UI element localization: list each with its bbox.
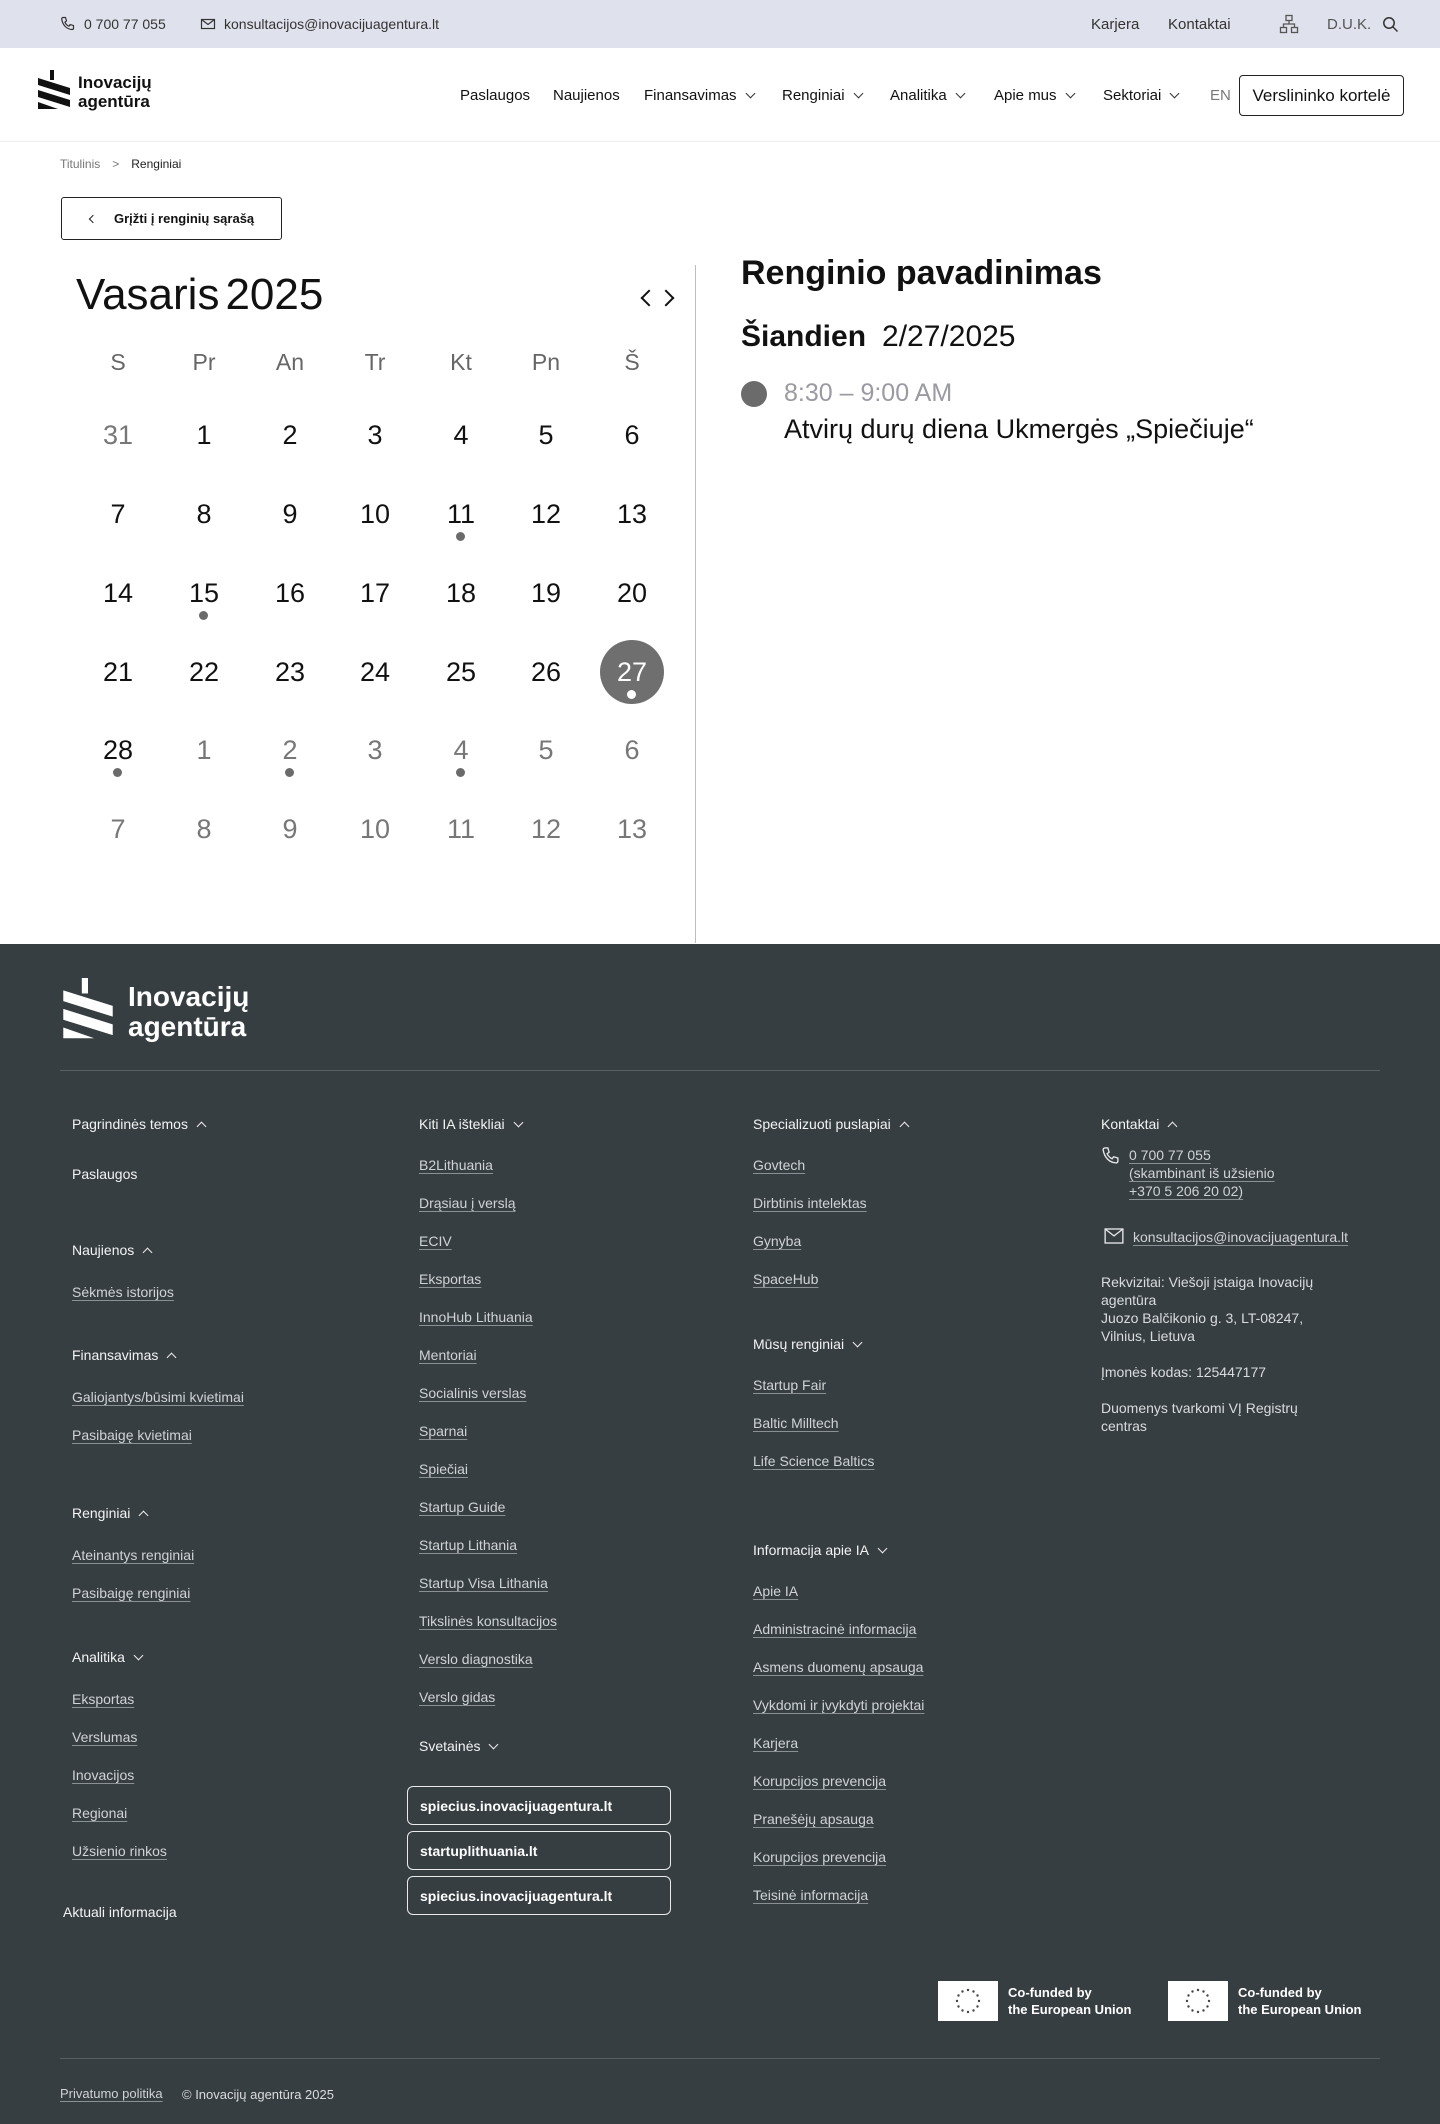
footer-link-kvietimai[interactable]: Galiojantys/būsimi kvietimai (72, 1389, 244, 1405)
footer-heading-pagrindines[interactable] (72, 1116, 205, 1132)
footer-info-link[interactable]: Korupcijos prevencija (753, 1773, 887, 1789)
footer-info-link[interactable]: Vykdomi ir įvykdyti projektai (753, 1697, 925, 1713)
event-indicator-icon (113, 768, 122, 777)
main-header (0, 48, 1440, 142)
chevron-down-icon (878, 1543, 888, 1553)
footer-heading-finansavimas[interactable] (72, 1347, 175, 1363)
nav-paslaugos[interactable]: Paslaugos (460, 86, 531, 104)
calendar-day-number: 5 (538, 420, 554, 450)
back-to-events-label: Grįžti į renginių sąrašą (114, 211, 255, 226)
calendar-day-number: 21 (102, 657, 134, 687)
next-month-icon[interactable] (658, 290, 675, 307)
footer-rekv-line2: agentūra (1101, 1292, 1157, 1308)
calendar-day[interactable] (514, 718, 578, 782)
calendar-day[interactable] (600, 718, 664, 782)
footer-phone-line1[interactable]: 0 700 77 055 (1129, 1147, 1211, 1163)
calendar-day[interactable] (86, 403, 150, 467)
footer-resource-link[interactable]: Eksportas (419, 1271, 482, 1287)
phone-icon (1101, 1146, 1121, 1166)
logo-line1: Inovacijų (78, 73, 152, 92)
footer-resource-link[interactable]: Sparnai (419, 1423, 468, 1439)
chevron-down-icon (513, 1117, 523, 1127)
calendar-day-number: 3 (367, 735, 383, 765)
event-today-label: Šiandien (741, 320, 867, 353)
event-indicator-icon (456, 532, 465, 541)
footer-info-link[interactable]: Teisinė informacija (753, 1887, 869, 1903)
footer-heading-musu-label: Mūsų renginiai (753, 1336, 845, 1352)
event-marker-icon (741, 381, 767, 407)
calendar-day[interactable] (429, 797, 493, 861)
footer-link-ateinantys[interactable]: Ateinantys renginiai (72, 1547, 195, 1563)
footer-divider (60, 1070, 1380, 1071)
topbar-link-karjera[interactable]: Karjera (1091, 15, 1140, 33)
event-time: 8:30 – 9:00 AM (784, 379, 953, 407)
topbar-email: konsultacijos@inovacijuagentura.lt (224, 16, 439, 32)
eu-line1: Co-funded by (1008, 1985, 1092, 2000)
calendar-day-number: 9 (282, 814, 298, 844)
footer-heading-svetaines[interactable] (419, 1738, 497, 1754)
calendar-day[interactable] (86, 561, 150, 625)
mail-icon (1104, 1228, 1124, 1244)
calendar-day-number: 8 (196, 499, 212, 529)
footer-info-link[interactable]: Korupcijos prevencija (753, 1849, 887, 1865)
footer-resource-link[interactable]: Verslo diagnostika (419, 1651, 533, 1667)
calendar-day[interactable] (600, 482, 664, 546)
calendar-divider (695, 265, 696, 943)
calendar-day-number: 11 (446, 499, 476, 529)
footer-link-aktuali[interactable]: Aktuali informacija (63, 1904, 177, 1920)
footer-heading-spec-label: Specializuoti puslapiai (753, 1116, 891, 1132)
breadcrumb-separator: > (112, 157, 120, 171)
footer-heading-naujienos-label: Naujienos (72, 1242, 135, 1258)
footer-resource-link[interactable]: Startup Guide (419, 1499, 506, 1515)
footer-heading-kontaktai[interactable] (1101, 1116, 1176, 1132)
nav-apie-mus-label: Apie mus (994, 86, 1057, 104)
footer-heading-svetaines-label: Svetainės (419, 1738, 481, 1754)
footer (0, 944, 1440, 2124)
calendar-day-number: 8 (196, 814, 212, 844)
calendar-day-number: 5 (538, 735, 554, 765)
mail-icon (200, 16, 216, 32)
weekday-label: Kt (450, 349, 472, 375)
logo[interactable] (36, 70, 152, 114)
breadcrumb (60, 157, 181, 171)
footer-spec-link[interactable]: Gynyba (753, 1233, 802, 1249)
weekday-label: S (110, 349, 126, 375)
calendar-day-number: 6 (624, 420, 640, 450)
event-indicator-icon (285, 768, 294, 777)
calendar-day[interactable] (258, 561, 322, 625)
calendar-day-number: 23 (274, 657, 306, 687)
breadcrumb-home[interactable]: Titulinis (60, 157, 101, 171)
calendar-day[interactable] (600, 797, 664, 861)
eu-line2: the European Union (1008, 2002, 1132, 2017)
footer-link-regionai[interactable]: Regionai (72, 1805, 128, 1821)
event-indicator-icon (199, 611, 208, 620)
calendar-day[interactable] (86, 482, 150, 546)
eu-badge (938, 1980, 1132, 2022)
calendar-day-number: 2 (282, 735, 298, 765)
footer-heading-info[interactable] (753, 1542, 886, 1558)
calendar-day[interactable] (429, 718, 493, 782)
calendar-day-number: 9 (282, 499, 298, 529)
calendar-day[interactable] (172, 561, 236, 625)
footer-resource-link[interactable]: Verslo gidas (419, 1689, 496, 1705)
footer-logo-line1: Inovacijų (128, 981, 250, 1012)
footer-info-link[interactable]: Karjera (753, 1735, 799, 1751)
footer-heading-kontaktai-label: Kontaktai (1101, 1116, 1160, 1132)
footer-rekvizitai (1101, 1273, 1313, 1345)
footer-info-link[interactable]: Pranešėjų apsauga (753, 1811, 874, 1827)
calendar-day-number: 12 (530, 499, 562, 529)
eu-line1: Co-funded by (1238, 1985, 1322, 2000)
calendar-day[interactable] (258, 482, 322, 546)
footer-info-link[interactable]: Apie IA (753, 1583, 799, 1599)
footer-heading-info-label: Informacija apie IA (753, 1542, 869, 1558)
calendar-day[interactable] (600, 561, 664, 625)
footer-heading-renginiai[interactable] (72, 1505, 147, 1521)
privacy-policy-link[interactable]: Privatumo politika (60, 2086, 163, 2101)
calendar-day-number: 10 (359, 499, 391, 529)
top-bar (0, 0, 1440, 48)
eu-flag-icon (938, 1981, 998, 2021)
calendar-day[interactable] (514, 482, 578, 546)
calendar-day-number: 10 (359, 814, 391, 844)
footer-link-eksportas[interactable]: Eksportas (72, 1691, 135, 1707)
calendar-day[interactable] (429, 403, 493, 467)
footer-link-pasibaige-renginiai[interactable]: Pasibaigę renginiai (72, 1585, 191, 1601)
footer-resource-link[interactable]: ECIV (419, 1233, 452, 1249)
event-today (741, 320, 1016, 354)
calendar-day-number: 11 (446, 814, 476, 844)
footer-event-link[interactable]: Startup Fair (753, 1377, 827, 1393)
chevron-down-icon (133, 1650, 143, 1660)
footer-heading-analitika[interactable] (72, 1649, 142, 1665)
footer-spec-link[interactable]: Govtech (753, 1157, 806, 1173)
footer-resource-link[interactable]: Spiečiai (419, 1461, 469, 1477)
footer-resource-link[interactable]: InnoHub Lithuania (419, 1309, 533, 1325)
footer-logo[interactable] (60, 978, 249, 1046)
logo-text (78, 73, 152, 111)
footer-heading-kiti[interactable] (419, 1116, 522, 1132)
logo-mark-icon (36, 70, 72, 114)
footer-phone-line3[interactable]: +370 5 206 20 02) (1129, 1183, 1244, 1199)
calendar-day[interactable] (258, 718, 322, 782)
nav-sektoriai[interactable] (1103, 48, 1178, 142)
footer-spec-link[interactable]: SpaceHub (753, 1271, 819, 1287)
search-icon (1382, 16, 1399, 33)
nav-renginiai[interactable] (782, 48, 862, 142)
eu-badge (1168, 1980, 1362, 2022)
calendar-day[interactable] (172, 482, 236, 546)
footer-resource-link[interactable]: Startup Lithania (419, 1537, 518, 1553)
calendar-day-number: 26 (530, 657, 562, 687)
sitemap-icon (1279, 14, 1299, 34)
footer-heading-pagrindines-label: Pagrindinės temos (72, 1116, 188, 1132)
weekday-label: An (275, 349, 305, 375)
calendar-title (76, 270, 323, 320)
footer-resource-link[interactable]: B2Lithuania (419, 1157, 493, 1173)
nav-renginiai-label: Renginiai (782, 86, 845, 104)
calendar-day-number: 6 (624, 735, 640, 765)
chevron-up-icon (143, 1248, 153, 1258)
logo-mark-icon (60, 978, 116, 1046)
calendar-day-selected[interactable] (600, 640, 664, 704)
prev-month-icon[interactable] (641, 290, 658, 307)
footer-rekv-line1: Rekvizitai: Viešoji įstaiga Inovacijų (1101, 1274, 1314, 1290)
calendar-day-number: 19 (530, 578, 562, 608)
chevron-left-icon (89, 214, 97, 222)
phone-icon (60, 16, 76, 32)
eu-flag-icon (1168, 1981, 1228, 2021)
footer-logo-text (128, 982, 249, 1042)
footer-resource-link[interactable]: Mentoriai (419, 1347, 477, 1363)
footer-link-inovacijos[interactable]: Inovacijos (72, 1767, 135, 1783)
calendar-day-number: 13 (616, 499, 648, 529)
weekday-label: Š (624, 349, 640, 375)
footer-email[interactable]: konsultacijos@inovacijuagentura.lt (1133, 1229, 1348, 1245)
footer-rekv-line3: Juozo Balčikonio g. 3, LT-08247, (1101, 1310, 1304, 1326)
calendar-day[interactable] (172, 718, 236, 782)
calendar-day-number: 4 (453, 420, 469, 450)
footer-site-button[interactable]: spiecius.inovacijuagentura.lt (407, 1876, 671, 1915)
calendar-day[interactable] (172, 640, 236, 704)
calendar-day[interactable] (514, 403, 578, 467)
calendar-day[interactable] (343, 561, 407, 625)
calendar-day-number: 1 (196, 420, 212, 450)
chevron-down-icon (1065, 88, 1075, 98)
nav-naujienos[interactable]: Naujienos (553, 86, 620, 104)
nav-finansavimas-label: Finansavimas (644, 86, 737, 104)
calendar-day[interactable] (258, 640, 322, 704)
back-to-events-button[interactable] (61, 197, 282, 240)
footer-link-sekmes[interactable]: Sėkmės istorijos (72, 1284, 174, 1300)
event-indicator-icon (627, 690, 636, 699)
calendar-day-number: 18 (445, 578, 477, 608)
calendar-day[interactable] (343, 640, 407, 704)
footer-rekv-line4: Vilnius, Lietuva (1101, 1328, 1195, 1344)
footer-heading-analitika-label: Analitika (72, 1649, 125, 1665)
chevron-up-icon (197, 1122, 207, 1132)
verslininko-kortele-button[interactable]: Verslininko kortelė (1239, 75, 1404, 116)
calendar-day-number: 25 (445, 657, 477, 687)
calendar-day-number: 17 (359, 578, 391, 608)
faq-link[interactable]: D.U.K. (1327, 15, 1372, 33)
footer-heading-renginiai-label: Renginiai (72, 1505, 131, 1521)
footer-heading-spec[interactable] (753, 1116, 908, 1132)
chevron-up-icon (139, 1511, 149, 1521)
nav-finansavimas[interactable] (644, 48, 754, 142)
footer-resource-link[interactable]: Tikslinės konsultacijos (419, 1613, 557, 1629)
calendar-day[interactable] (429, 482, 493, 546)
footer-company-code: Įmonės kodas: 125447177 (1101, 1364, 1267, 1380)
calendar-year: 2025 (225, 270, 324, 319)
calendar-day-number: 27 (616, 657, 648, 687)
topbar-email-link[interactable] (200, 0, 439, 48)
sitemap-button[interactable] (1279, 0, 1299, 48)
calendar-day-number: 24 (359, 657, 391, 687)
calendar-day[interactable] (600, 403, 664, 467)
footer-info-link[interactable]: Administracinė informacija (753, 1621, 917, 1637)
topbar-link-kontaktai[interactable]: Kontaktai (1168, 15, 1231, 33)
event-name[interactable]: Atvirų durų diena Ukmergės „Spiečiuje“ (784, 414, 1254, 444)
chevron-down-icon (1170, 88, 1180, 98)
eu-badge-text (1008, 1984, 1132, 2018)
footer-heading-kiti-label: Kiti IA ištekliai (419, 1116, 505, 1132)
footer-heading-finansavimas-label: Finansavimas (72, 1347, 159, 1363)
footer-site-button[interactable]: startuplithuania.lt (407, 1831, 671, 1870)
calendar-day[interactable] (343, 797, 407, 861)
calendar-day[interactable] (514, 640, 578, 704)
footer-heading-naujienos[interactable] (72, 1242, 151, 1258)
topbar-phone-link[interactable] (60, 0, 166, 48)
footer-spec-link[interactable]: Dirbtinis intelektas (753, 1195, 867, 1211)
chevron-down-icon (955, 88, 965, 98)
calendar-day-number: 16 (274, 578, 306, 608)
calendar-day-number: 3 (367, 420, 383, 450)
weekday-label: Pr (192, 349, 216, 375)
logo-line2: agentūra (78, 92, 150, 111)
chevron-down-icon (489, 1739, 499, 1749)
footer-data-line2: centras (1101, 1418, 1147, 1434)
footer-logo-line2: agentūra (128, 1011, 247, 1042)
topbar-phone: 0 700 77 055 (84, 16, 166, 32)
footer-link-verslumas[interactable]: Verslumas (72, 1729, 138, 1745)
calendar-day[interactable] (429, 561, 493, 625)
nav-analitika-label: Analitika (890, 86, 947, 104)
nav-apie-mus[interactable] (994, 48, 1074, 142)
footer-resource-link[interactable]: Socialinis verslas (419, 1385, 527, 1401)
footer-info-link[interactable]: Asmens duomenų apsauga (753, 1659, 924, 1675)
chevron-down-icon (745, 88, 755, 98)
calendar-day-number: 12 (530, 814, 562, 844)
weekday-label: Pn (531, 349, 561, 375)
chevron-up-icon (167, 1353, 177, 1363)
calendar-day-number: 1 (196, 735, 212, 765)
calendar-day[interactable] (343, 403, 407, 467)
footer-event-link[interactable]: Baltic Milltech (753, 1415, 839, 1431)
calendar-day[interactable] (514, 561, 578, 625)
calendar-day[interactable] (86, 640, 150, 704)
nav-sektoriai-label: Sektoriai (1103, 86, 1162, 104)
footer-bottom-divider (60, 2058, 1380, 2059)
calendar-day[interactable] (343, 482, 407, 546)
footer-link-uzsienio[interactable]: Užsienio rinkos (72, 1843, 167, 1859)
calendar-day-number: 7 (110, 499, 126, 529)
chevron-down-icon (853, 1337, 863, 1347)
calendar-day-number: 28 (102, 735, 134, 765)
chevron-down-icon (853, 88, 863, 98)
calendar-day[interactable] (86, 797, 150, 861)
calendar-day[interactable] (172, 797, 236, 861)
footer-data-processing (1101, 1399, 1298, 1435)
event-heading: Renginio pavadinimas (741, 254, 1102, 292)
footer-event-link[interactable]: Life Science Baltics (753, 1453, 875, 1469)
calendar-day[interactable] (86, 718, 150, 782)
weekday-label: Tr (364, 349, 386, 375)
calendar-day-number: 15 (188, 578, 220, 608)
calendar-day-number: 2 (282, 420, 298, 450)
language-switch[interactable]: EN (1210, 86, 1231, 104)
chevron-up-icon (1168, 1122, 1178, 1132)
eu-line2: the European Union (1238, 2002, 1362, 2017)
breadcrumb-current: Renginiai (131, 157, 182, 171)
footer-site-button[interactable]: spiecius.inovacijuagentura.lt (407, 1786, 671, 1825)
chevron-up-icon (899, 1122, 909, 1132)
footer-resource-link[interactable]: Startup Visa Lithania (419, 1575, 548, 1591)
copyright: © Inovacijų agentūra 2025 (182, 2087, 334, 2102)
calendar-day[interactable] (343, 718, 407, 782)
event-indicator-icon (456, 768, 465, 777)
event-date: 2/27/2025 (882, 320, 1016, 353)
calendar-day-number: 31 (102, 420, 134, 450)
calendar-day[interactable] (429, 640, 493, 704)
footer-link-paslaugos[interactable]: Paslaugos (72, 1166, 138, 1182)
calendar-day[interactable] (258, 797, 322, 861)
calendar-day-number: 7 (110, 814, 126, 844)
nav-analitika[interactable] (890, 48, 964, 142)
footer-data-line1: Duomenys tvarkomi VĮ Registrų (1101, 1400, 1298, 1416)
calendar-day-number: 20 (616, 578, 648, 608)
calendar-day-number: 4 (453, 735, 469, 765)
search-button[interactable] (1382, 0, 1399, 48)
calendar-day[interactable] (258, 403, 322, 467)
calendar-day-number: 22 (188, 657, 220, 687)
calendar-day[interactable] (514, 797, 578, 861)
footer-heading-musu[interactable] (753, 1336, 861, 1352)
footer-resource-link[interactable]: Drąsiau į verslą (419, 1195, 516, 1211)
calendar-day[interactable] (172, 403, 236, 467)
calendar-day-number: 14 (102, 578, 134, 608)
footer-phone-line2[interactable]: (skambinant iš užsienio (1129, 1165, 1275, 1181)
calendar-day-number: 13 (616, 814, 648, 844)
calendar-month: Vasaris (76, 270, 220, 319)
eu-badge-text (1238, 1984, 1362, 2018)
footer-link-pasibaige-kvietimai[interactable]: Pasibaigę kvietimai (72, 1427, 192, 1443)
